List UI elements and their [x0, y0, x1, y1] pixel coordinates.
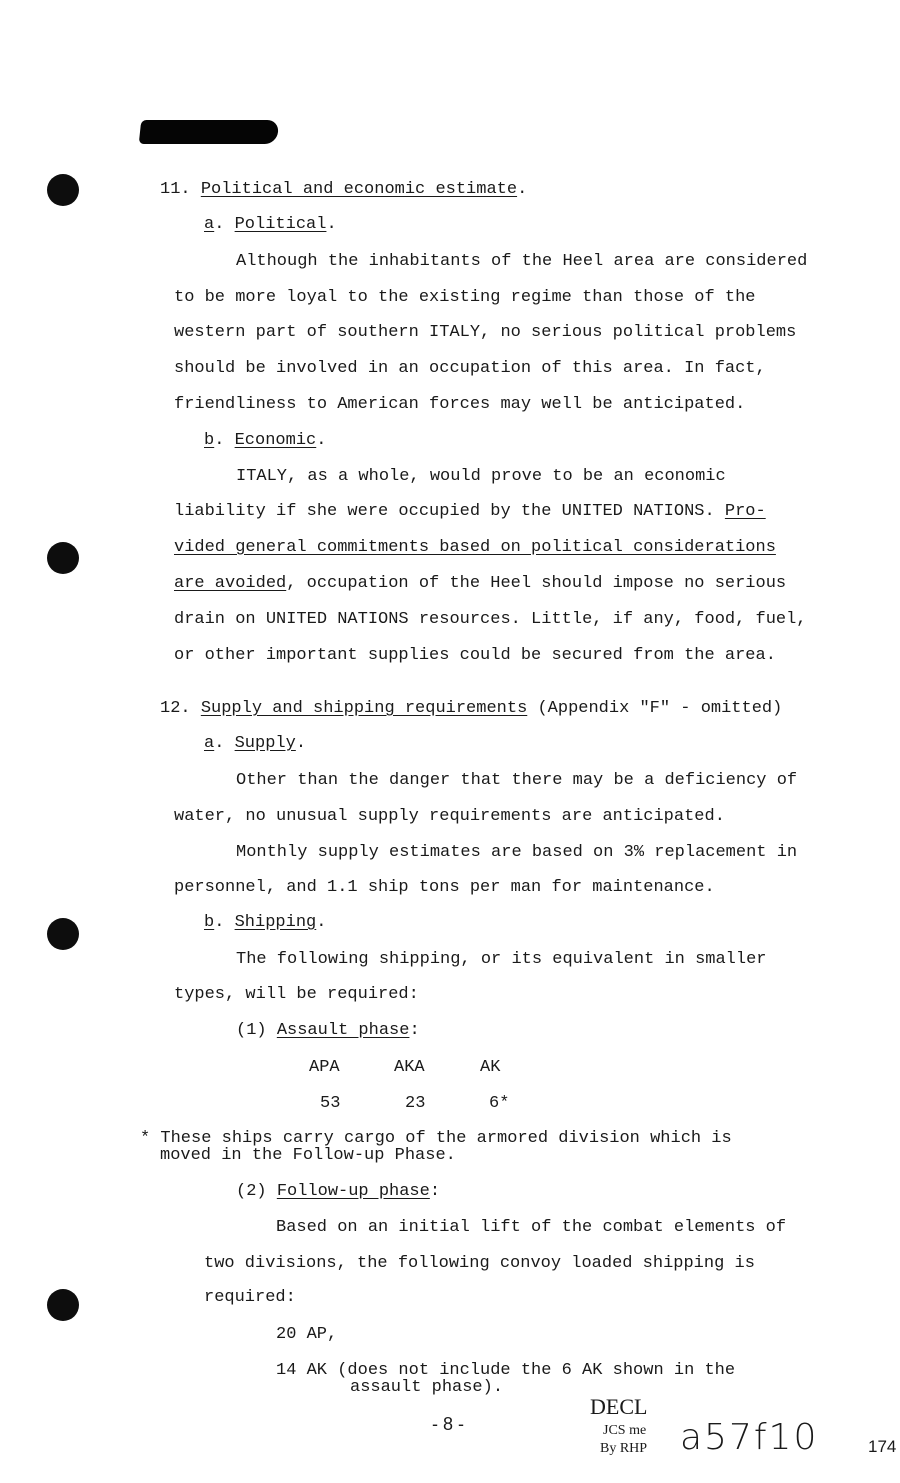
declassification-stamp: DECL	[590, 1394, 648, 1419]
section-number: 12.	[160, 699, 191, 718]
section-title: Political and economic estimate	[200, 180, 518, 199]
punch-hole	[47, 1289, 79, 1321]
section-11-heading: 11. Political and economic estimate.	[160, 180, 528, 199]
subsection-heading: b. Shipping.	[204, 913, 327, 932]
table-header-cell: AKA	[394, 1058, 425, 1077]
list-item: assault phase).	[350, 1378, 504, 1397]
table-value-cell: 53	[320, 1094, 341, 1113]
paragraph-line: types, will be required:	[174, 985, 419, 1004]
paragraph-line: drain on UNITED NATIONS resources. Little, if any, food, fuel,	[174, 610, 807, 629]
table-value-cell: 23	[405, 1094, 426, 1113]
redaction-mark	[139, 120, 280, 144]
table-value-cell: 6*	[489, 1094, 510, 1113]
punch-hole	[47, 174, 79, 206]
paragraph-line: are avoided, occupation of the Heel should impose no serious	[174, 574, 787, 593]
section-12-heading: 12. Supply and shipping requirements (Appendix "F" - omitted)	[160, 699, 783, 718]
paragraph-line: Based on an initial lift of the combat elements of	[276, 1218, 787, 1237]
paragraph-line: should be involved in an occupation of this area. In fact,	[174, 359, 766, 378]
paragraph-line: to be more loyal to the existing regime than those of the	[174, 288, 756, 307]
paragraph-line: ITALY, as a whole, would prove to be an economic	[236, 467, 726, 486]
section-number: 11.	[160, 180, 191, 199]
table-header-cell: APA	[309, 1058, 340, 1077]
paragraph-line: friendliness to American forces may well be anticipated.	[174, 395, 746, 414]
paragraph-line: personnel, and 1.1 ship tons per man for maintenance.	[174, 878, 715, 897]
paragraph-line: Monthly supply estimates are based on 3% replacement in	[236, 843, 798, 862]
table-header-cell: AK	[480, 1058, 501, 1077]
declassification-stamp: By RHP	[600, 1441, 648, 1456]
paragraph-line: The following shipping, or its equivalent in smaller	[236, 950, 767, 969]
footnote-line: moved in the Follow-up Phase.	[160, 1146, 456, 1165]
section-title: Supply and shipping requirements	[200, 699, 528, 718]
footnote-line: * These ships carry cargo of the armored division which is	[140, 1129, 732, 1148]
subsection-heading: a. Political.	[204, 215, 337, 234]
paragraph-line: western part of southern ITALY, no serious political problems	[174, 323, 797, 342]
punch-hole	[47, 542, 79, 574]
paragraph-line: liability if she were occupied by the UNITED NATIONS. Pro-	[174, 502, 766, 521]
subsection-heading: a. Supply.	[204, 734, 307, 753]
paragraph-line: vided general commitments based on political considerations	[174, 538, 776, 557]
list-item: 20 AP,	[276, 1325, 338, 1344]
subsection-heading: b. Economic.	[204, 431, 327, 450]
declassification-stamp: JCS me	[603, 1423, 647, 1438]
paragraph-line: two divisions, the following convoy loaded shipping is	[204, 1254, 755, 1273]
paragraph-line: required:	[204, 1288, 296, 1307]
paragraph-line: Although the inhabitants of the Heel area are considered	[236, 252, 808, 271]
subparagraph-heading: (2) Follow-up phase:	[236, 1182, 441, 1201]
subparagraph-heading: (1) Assault phase:	[236, 1021, 420, 1040]
paragraph-line: water, no unusual supply requirements are anticipated.	[174, 807, 725, 826]
page-number: - 8 -	[432, 1414, 465, 1434]
handwritten-annotation: a57f10	[680, 1417, 819, 1458]
corner-number: 174	[868, 1437, 897, 1456]
paragraph-line: or other important supplies could be secured from the area.	[174, 646, 776, 665]
list-item: 14 AK (does not include the 6 AK shown in the	[276, 1361, 736, 1380]
paragraph-line: Other than the danger that there may be a deficiency of	[236, 771, 798, 790]
punch-hole	[47, 918, 79, 950]
